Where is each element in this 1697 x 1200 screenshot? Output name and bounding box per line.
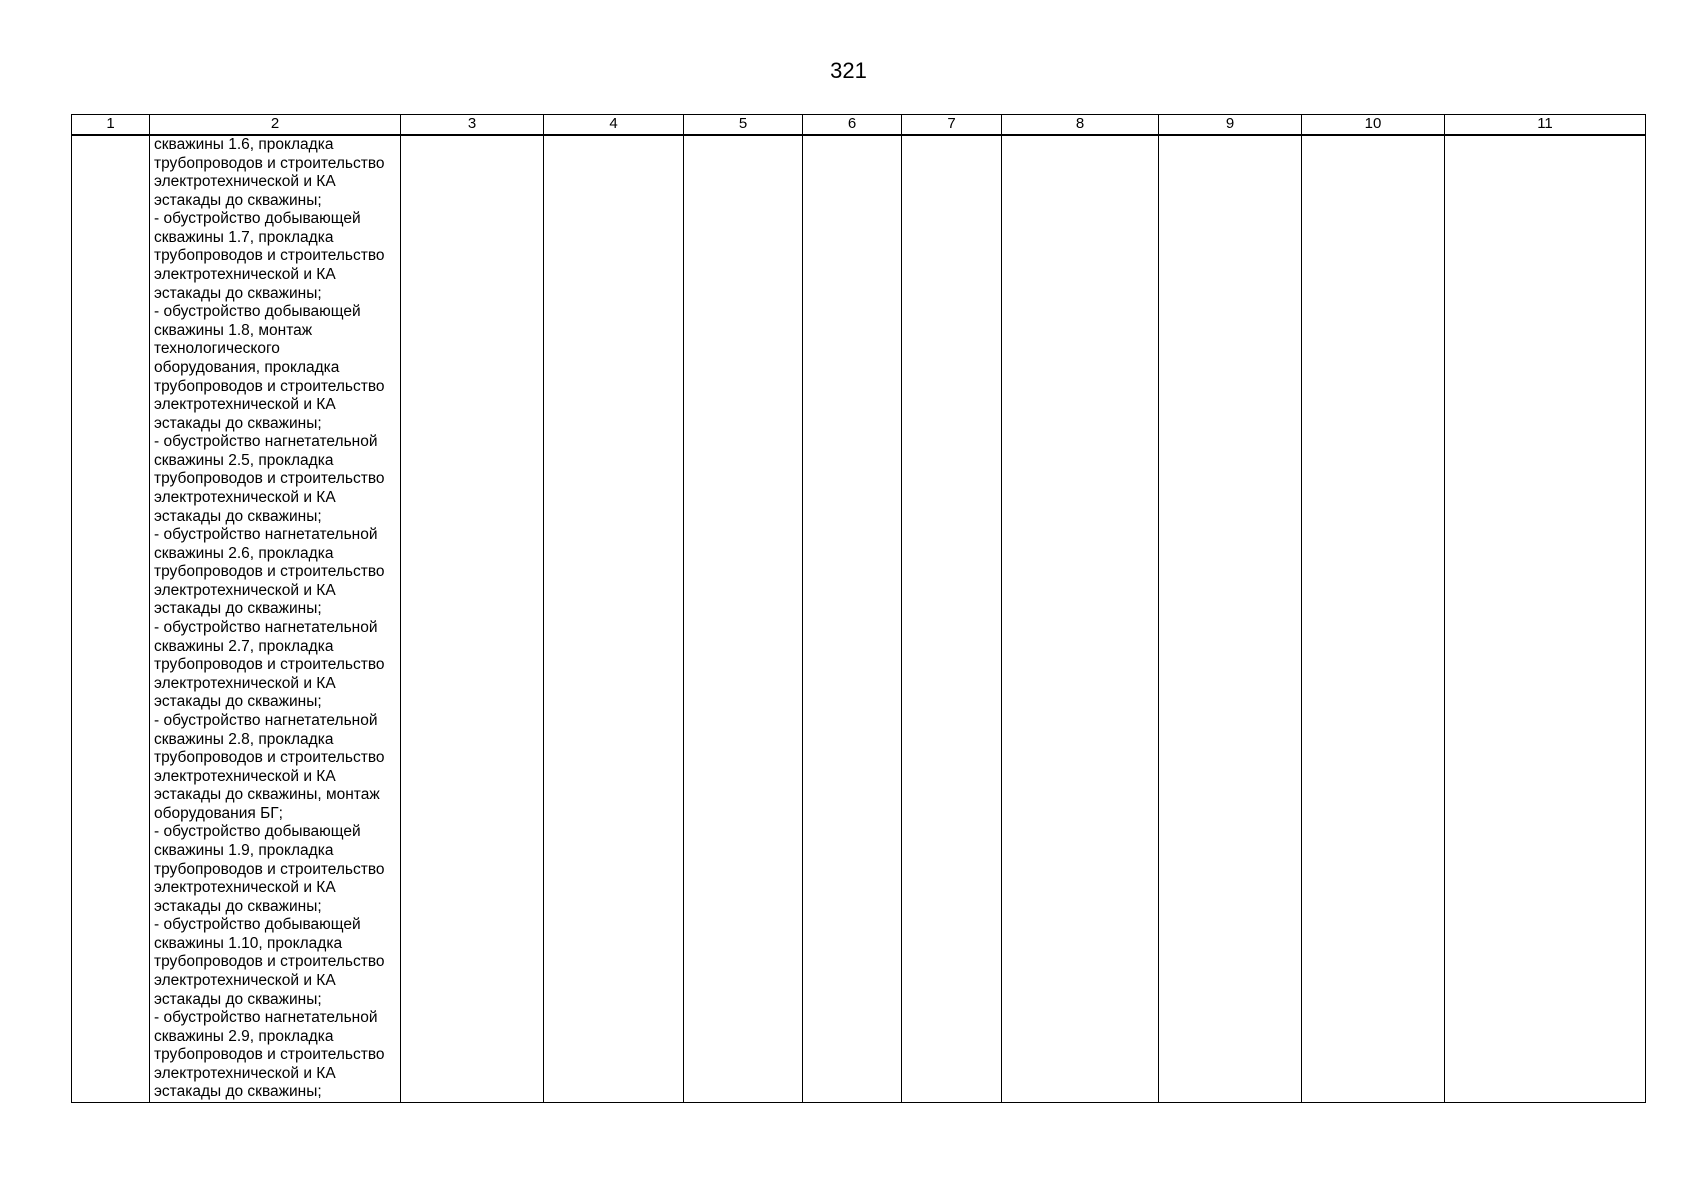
description-line: - обустройство нагнетательной	[154, 433, 378, 451]
description-cell	[150, 135, 401, 1103]
description-line: - обустройство добывающей	[154, 916, 361, 934]
description-line: оборудования, прокладка	[154, 358, 340, 376]
description-line: эстакады до скважины, монтаж	[154, 786, 380, 804]
description-line: электротехнической и КА	[154, 1064, 336, 1082]
description-line: скважины 1.9, прокладка	[154, 841, 334, 859]
description-line: трубопроводов и строительство	[154, 154, 385, 172]
cell-col-9	[1159, 135, 1302, 1103]
cell-col-11	[1445, 135, 1646, 1103]
column-header-4: 4	[544, 115, 684, 136]
document-table	[71, 114, 1646, 1103]
description-line: технологического	[154, 340, 280, 358]
description-line: скважины 2.5, прокладка	[154, 451, 334, 469]
description-line: трубопроводов и строительство	[154, 656, 385, 674]
cell-col-7	[902, 135, 1002, 1103]
cell-col-6	[803, 135, 902, 1103]
description-line: эстакады до скважины;	[154, 693, 322, 711]
description-line: - обустройство нагнетательной	[154, 711, 378, 729]
description-line: трубопроводов и строительство	[154, 470, 385, 488]
column-header-8: 8	[1002, 115, 1159, 136]
cell-col-1	[72, 135, 150, 1103]
description-line: скважины 2.7, прокладка	[154, 637, 334, 655]
description-line: эстакады до скважины;	[154, 507, 322, 525]
description-line: - обустройство нагнетательной	[154, 619, 378, 637]
column-header-6: 6	[803, 115, 902, 136]
column-header-9: 9	[1159, 115, 1302, 136]
cell-col-10	[1302, 135, 1445, 1103]
description-line: скважины 2.9, прокладка	[154, 1027, 334, 1045]
description-line: скважины 2.6, прокладка	[154, 544, 334, 562]
description-line: электротехнической и КА	[154, 266, 336, 284]
description-line: трубопроводов и строительство	[154, 563, 385, 581]
description-line: эстакады до скважины;	[154, 990, 322, 1008]
column-header-10: 10	[1302, 115, 1445, 136]
table-row	[72, 135, 1646, 1103]
description-line: электротехнической и КА	[154, 674, 336, 692]
description-line: трубопроводов и строительство	[154, 860, 385, 878]
description-line: скважины 2.8, прокладка	[154, 730, 334, 748]
column-header-5: 5	[684, 115, 803, 136]
description-line: - обустройство нагнетательной	[154, 1009, 378, 1027]
description-line: скважины 1.6, прокладка	[154, 136, 334, 153]
description-line: трубопроводов и строительство	[154, 953, 385, 971]
column-header-2: 2	[150, 115, 401, 136]
description-line: электротехнической и КА	[154, 488, 336, 506]
description-line: скважины 1.10, прокладка	[154, 934, 343, 952]
description-line: электротехнической и КА	[154, 396, 336, 414]
description-line: эстакады до скважины;	[154, 897, 322, 915]
cell-col-4	[544, 135, 684, 1103]
description-line: эстакады до скважины;	[154, 284, 322, 302]
description-line: трубопроводов и строительство	[154, 247, 385, 265]
description-line: электротехнической и КА	[154, 972, 336, 990]
description-line: - обустройство нагнетательной	[154, 526, 378, 544]
description-line: оборудования БГ;	[154, 804, 283, 822]
description-line: скважины 1.7, прокладка	[154, 228, 334, 246]
description-line: электротехнической и КА	[154, 173, 336, 191]
description-line: - обустройство добывающей	[154, 823, 361, 841]
description-line: трубопроводов и строительство	[154, 749, 385, 767]
page-number: 321	[830, 58, 867, 83]
description-line: эстакады до скважины;	[154, 414, 322, 432]
description-line: эстакады до скважины;	[154, 600, 322, 618]
description-line: трубопроводов и строительство	[154, 377, 385, 395]
column-header-7: 7	[902, 115, 1002, 136]
description-line: электротехнической и КА	[154, 581, 336, 599]
header-row	[72, 115, 1646, 136]
column-header-11: 11	[1445, 115, 1646, 136]
description-line: эстакады до скважины;	[154, 191, 322, 209]
column-header-3: 3	[401, 115, 544, 136]
column-header-1: 1	[72, 115, 150, 136]
description-line: электротехнической и КА	[154, 767, 336, 785]
description-line: - обустройство добывающей	[154, 210, 361, 228]
description-line: - обустройство добывающей	[154, 303, 361, 321]
cell-col-3	[401, 135, 544, 1103]
description-line: электротехнической и КА	[154, 879, 336, 897]
cell-col-5	[684, 135, 803, 1103]
description-line: трубопроводов и строительство	[154, 1046, 385, 1064]
cell-col-8	[1002, 135, 1159, 1103]
description-line: скважины 1.8, монтаж	[154, 321, 313, 339]
description-line: эстакады до скважины;	[154, 1083, 322, 1101]
